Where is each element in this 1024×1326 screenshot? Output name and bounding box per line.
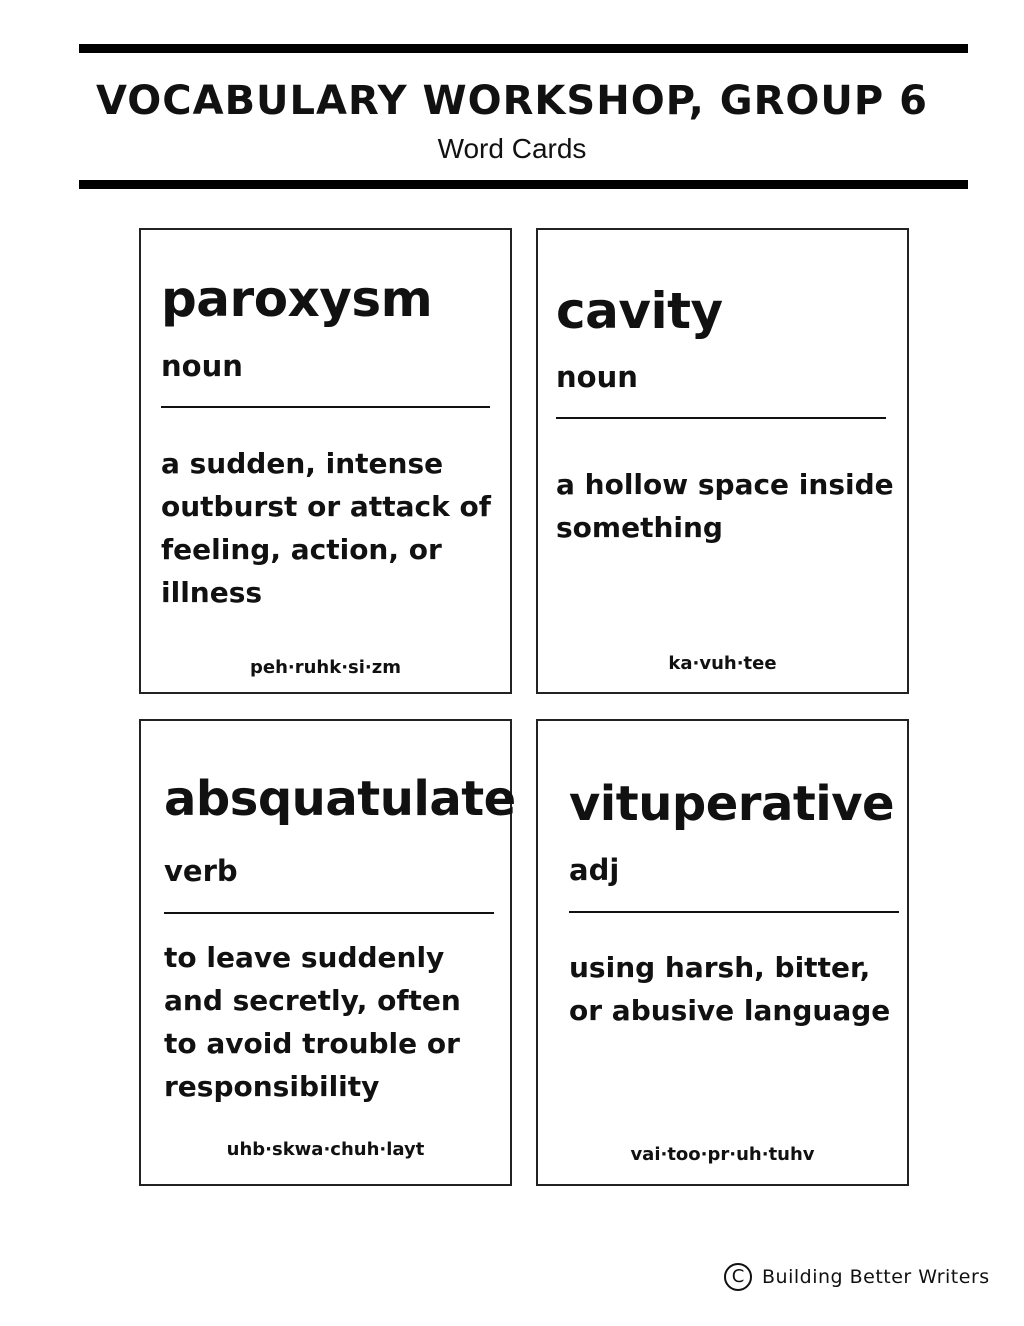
card-word: paroxysm — [161, 270, 433, 328]
card-divider — [556, 417, 886, 419]
word-card-absquatulate — [139, 719, 516, 1186]
header-rule-top — [79, 44, 968, 53]
word-card-paroxysm — [139, 228, 512, 694]
word-card-cavity — [536, 228, 909, 694]
header-rule-bottom — [79, 180, 968, 189]
card-divider — [161, 406, 490, 408]
card-pronunciation: peh·ruhk·si·zm — [249, 657, 401, 678]
card-pronunciation: uhb·skwa·chuh·layt — [226, 1139, 425, 1160]
card-definition: a sudden, intense outburst or attack of feeling, action, or illness — [161, 447, 491, 609]
copyright-icon: C — [724, 1263, 752, 1291]
footer — [724, 1263, 990, 1291]
card-part-of-speech: verb — [164, 854, 238, 888]
card-word: vituperative — [569, 776, 895, 832]
card-definition: a hollow space inside something — [556, 468, 894, 544]
card-pronunciation: vai·too·pr·uh·tuhv — [630, 1144, 815, 1165]
card-word: absquatulate — [164, 771, 516, 827]
card-definition: to leave suddenly and secretly, often to avoid trouble or responsibility — [164, 941, 461, 1103]
card-part-of-speech: noun — [556, 360, 638, 394]
card-part-of-speech: noun — [161, 349, 243, 383]
footer-credit: Building Better Writers — [762, 1266, 990, 1288]
card-part-of-speech: adj — [569, 853, 620, 887]
card-word: cavity — [556, 282, 723, 340]
page-title: VOCABULARY WORKSHOP, GROUP 6 — [96, 78, 928, 124]
card-divider — [569, 911, 899, 913]
word-card-vituperative — [536, 719, 909, 1186]
card-divider — [164, 912, 494, 914]
card-pronunciation: ka·vuh·tee — [668, 653, 777, 674]
page-subtitle: Word Cards — [437, 133, 587, 164]
card-definition: using harsh, bitter, or abusive language — [569, 951, 891, 1027]
